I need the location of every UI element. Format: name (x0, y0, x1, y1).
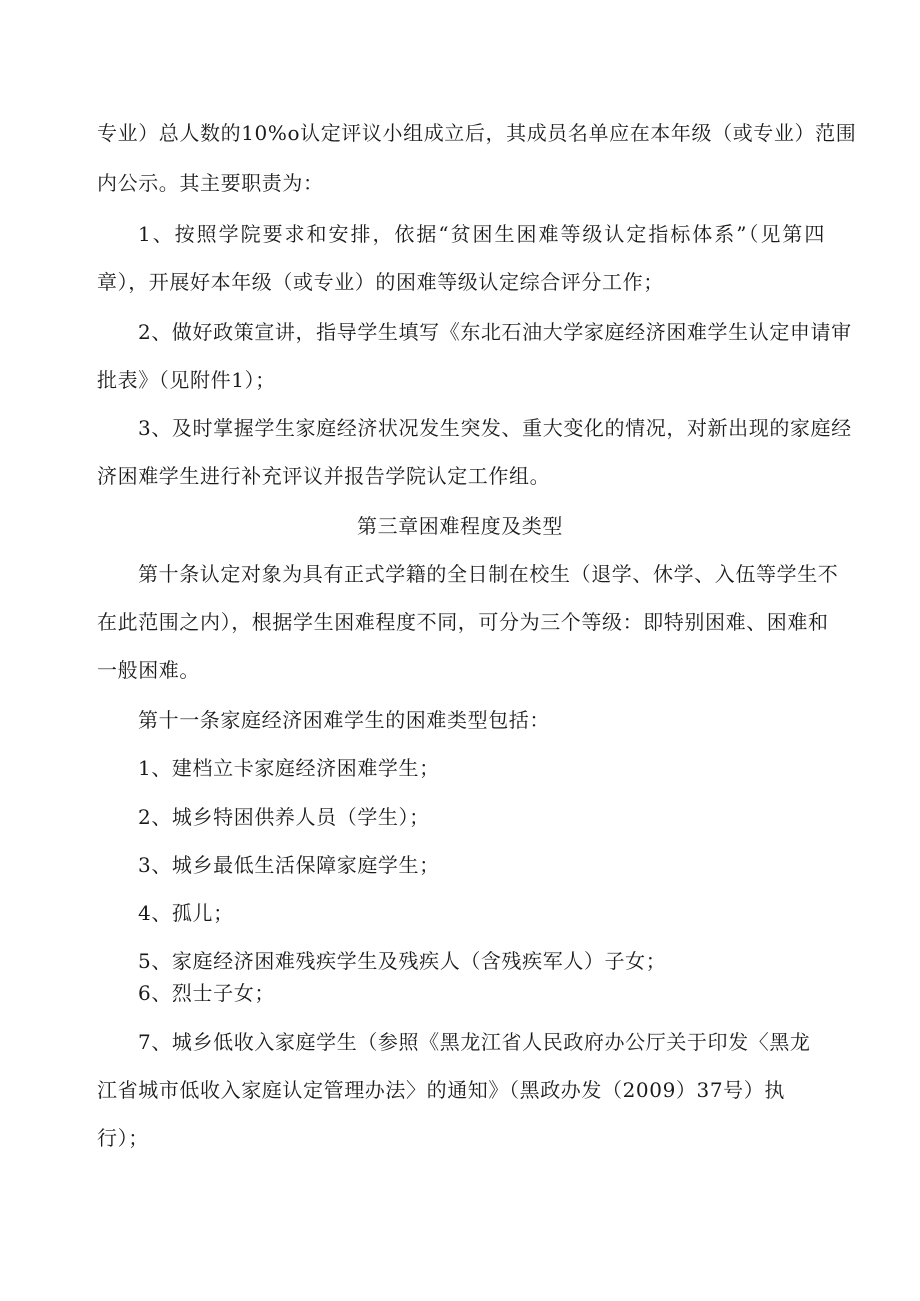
paragraph-line: 一般困难。 (97, 658, 200, 682)
paragraph-line: 在此范围之内），根据学生困难程度不同，可分为三个等级：即特别困难、困难和 (97, 610, 829, 634)
list-item-line: 3、城乡最低生活保障家庭学生； (138, 853, 440, 877)
list-item-line: 批表》（见附件1）； (97, 368, 276, 392)
list-item-line: 6、烈士子女； (138, 981, 275, 1005)
paragraph-line: 第十一条家庭经济困难学生的困难类型包括： (138, 708, 550, 732)
list-item-line: 济困难学生进行补充评议并报告学院认定工作组。 (97, 464, 551, 488)
list-item-line: 3、及时掌握学生家庭经济状况发生突发、重大变化的情况，对新出现的家庭经 (138, 416, 852, 440)
list-item-line: 5、家庭经济困难残疾学生及残疾人（含残疾军人）子女； (138, 949, 667, 973)
paragraph-line: 第十条认定对象为具有正式学籍的全日制在校生（退学、休学、入伍等学生不 (138, 562, 839, 586)
list-item-line: 1、按照学院要求和安排，依据“贫困生困难等级认定指标体系”（见第四 (138, 222, 825, 246)
list-item-line: 2、做好政策宣讲，指导学生填写《东北石油大学家庭经济困难学生认定申请审 (138, 320, 852, 344)
list-item-line: 行）； (97, 1126, 149, 1150)
paragraph-line: 内公示。其主要职责为： (97, 171, 324, 195)
list-item-line: 2、城乡特困供养人员（学生）； (138, 805, 430, 829)
list-item-line: 7、城乡低收入家庭学生（参照《黑龙江省人民政府办公厅关于印发〈黑龙 (138, 1030, 811, 1054)
chapter-heading: 第三章困难程度及类型 (357, 514, 563, 538)
paragraph-line: 专业）总人数的10%o认定评议小组成立后，其成员名单应在本年级（或专业）范围 (97, 121, 857, 145)
list-item-line: 章），开展好本年级（或专业）的困难等级认定综合评分工作； (97, 270, 664, 294)
list-item-line: 江省城市低收入家庭认定管理办法〉的通知》（黑政办发（2009）37号）执 (97, 1078, 785, 1102)
list-item-line: 4、孤儿； (138, 901, 234, 925)
list-item-line: 1、建档立卡家庭经济困难学生； (138, 756, 440, 780)
